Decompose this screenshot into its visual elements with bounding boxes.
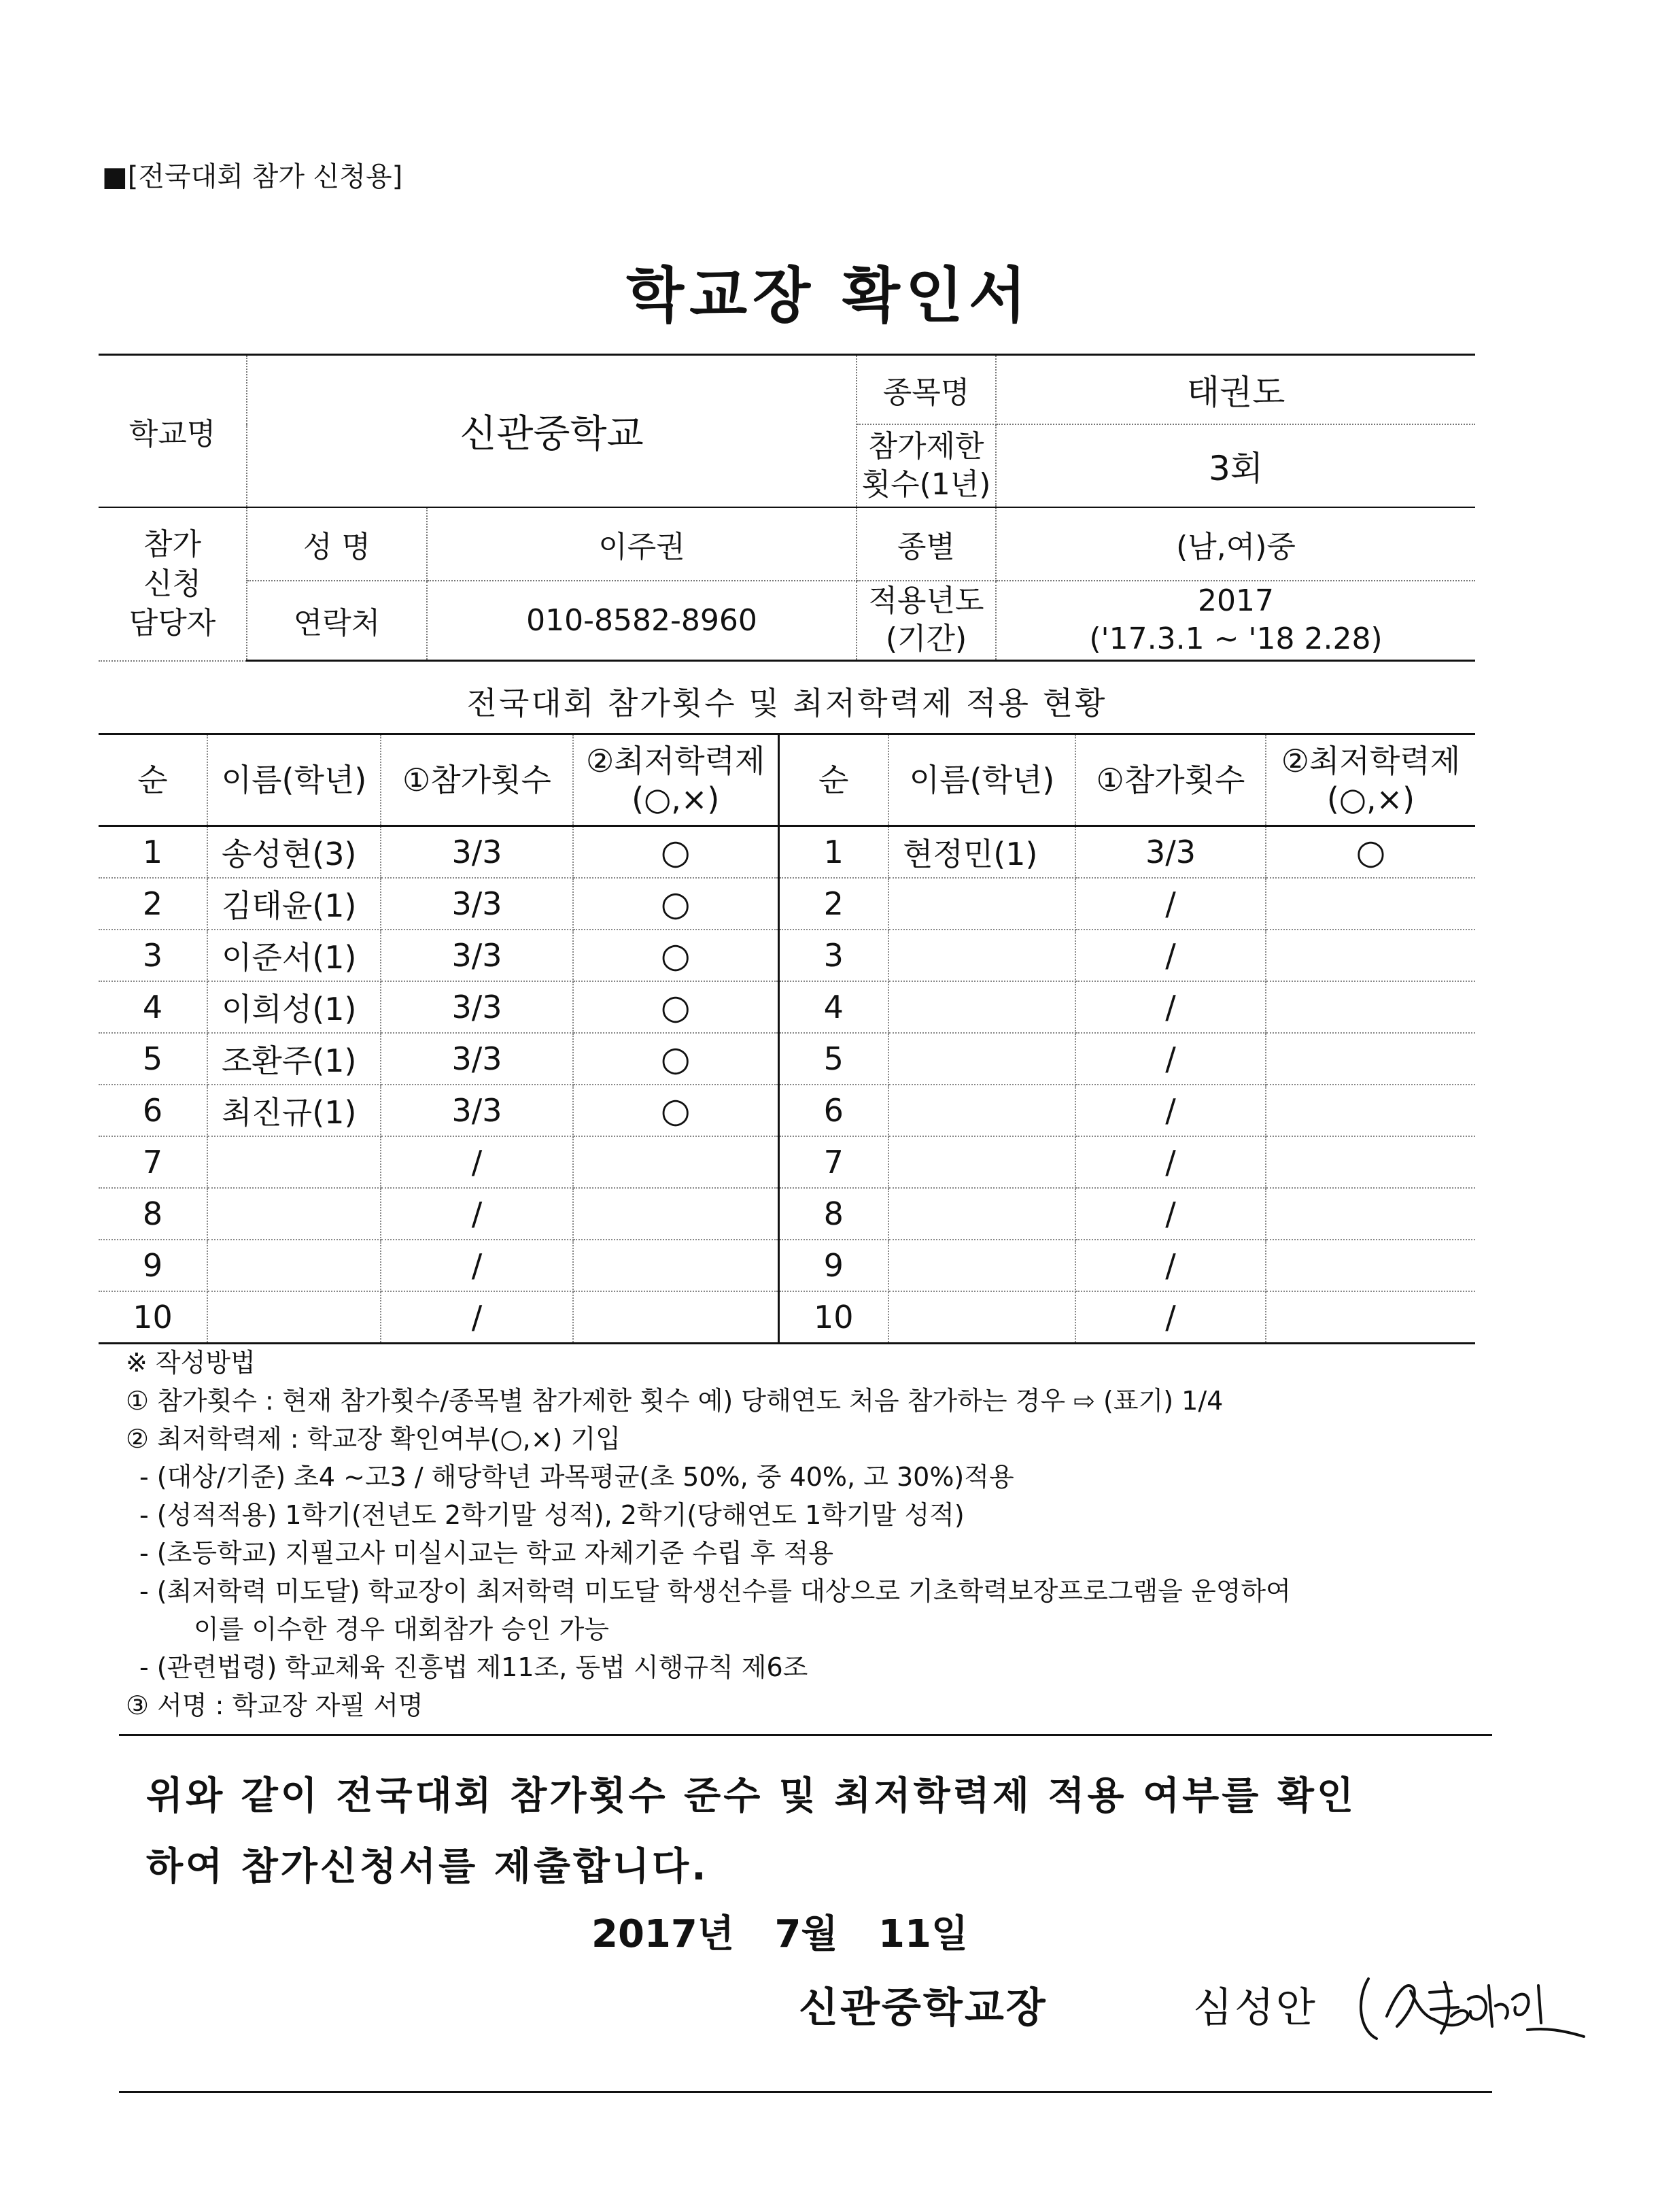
left-row-no: 9 [99,1240,207,1291]
year-label-line2: (기간) [885,622,967,657]
right-row-name [888,1188,1075,1240]
header-name: 이름(학년) [207,734,381,826]
category-value: (남,여)중 [996,507,1475,581]
left-row-count: 3/3 [381,1085,573,1136]
limit-label-line1: 참가제한 [868,428,984,464]
instruction-2c: - (초등학교) 지필고사 미실시교는 학교 자체기준 수립 후 적용 [139,1538,833,1568]
info-table [99,354,1475,662]
left-row-no: 3 [99,930,207,981]
applicant-label-line2: 신청 [143,566,201,601]
left-row-min-mark: ○ [573,826,778,879]
table-row [99,826,1475,879]
instruction-2d: - (최저학력 미도달) 학교장이 최저학력 미도달 학생선수를 대상으로 기초학력보장프로그램을 운영하여 [139,1576,1291,1606]
limit-value: 3회 [996,424,1475,507]
status-table [99,733,1475,1344]
header-count: ①참가횟수 [1075,734,1266,826]
left-row-name: 송성현(3) [207,826,381,879]
page-title: 학교장 확인서 [626,260,1032,330]
name-value: 이주권 [427,507,857,581]
right-row-no: 1 [778,826,888,879]
instruction-2a: - (대상/기준) 초4 ~고3 / 해당학년 과목평균(초 50%, 중 40%, 고 30%)적용 [139,1462,1014,1492]
left-row-no: 8 [99,1188,207,1240]
right-row-count: / [1075,878,1266,930]
contact-label: 연락처 [247,581,427,661]
instructions [126,1344,1485,1724]
right-row-no: 6 [778,1085,888,1136]
left-row-no: 2 [99,878,207,930]
right-row-min-mark [1266,1188,1475,1240]
table-row [99,1033,1475,1085]
left-row-no: 6 [99,1085,207,1136]
right-row-name [888,1136,1075,1188]
left-row-count: / [381,1291,573,1344]
right-row-no: 2 [778,878,888,930]
left-row-min-mark: ○ [573,1085,778,1136]
right-row-name [888,1240,1075,1291]
instruction-2e: - (관련법령) 학교체육 진흥법 제11조, 동법 시행규칙 제6조 [139,1652,808,1682]
limit-label [857,424,996,507]
principal-school: 신관중학교장 [799,1984,1048,2032]
left-row-count: 3/3 [381,878,573,930]
table-row [99,1136,1475,1188]
left-row-name [207,1291,381,1344]
right-row-no: 9 [778,1240,888,1291]
right-row-count: 3/3 [1075,826,1266,879]
right-row-name [888,1291,1075,1344]
right-row-min-mark [1266,878,1475,930]
left-row-no: 7 [99,1136,207,1188]
limit-label-line2: 횟수(1년) [861,466,991,502]
right-row-name: 현정민(1) [888,826,1075,879]
header-no: 순 [99,734,207,826]
left-row-count: 3/3 [381,981,573,1033]
left-row-name: 이준서(1) [207,930,381,981]
right-row-min-mark [1266,1085,1475,1136]
header-min-line1: ②최저학력제 [586,743,765,779]
right-row-no: 3 [778,930,888,981]
declaration-line2: 하여 참가신청서를 제출합니다. [146,1845,709,1889]
right-row-name [888,1033,1075,1085]
header-count: ①참가횟수 [381,734,573,826]
right-row-min-mark [1266,1033,1475,1085]
right-row-no: 10 [778,1291,888,1344]
school-name-value: 신관중학교 [247,355,857,507]
left-row-count: / [381,1136,573,1188]
right-row-no: 7 [778,1136,888,1188]
left-row-no: 1 [99,826,207,879]
left-row-count: 3/3 [381,826,573,879]
table-row [99,1188,1475,1240]
status-header-row [99,734,1475,826]
instruction-1: ① 참가횟수 : 현재 참가횟수/종목별 참가제한 횟수 예) 당해연도 처음 참가하는 경우 ⇨ (표기) 1/4 [126,1386,1224,1416]
left-row-name: 김태윤(1) [207,878,381,930]
left-row-name: 이희성(1) [207,981,381,1033]
principal-name: 심성안 [1193,1984,1317,2032]
year-value-line1: 2017 [1198,583,1274,619]
header-no: 순 [778,734,888,826]
sport-value: 태권도 [996,355,1475,424]
year-value-line2: ('17.3.1 ~ '18 2.28) [1089,622,1383,657]
left-row-min-mark: ○ [573,981,778,1033]
declaration-line1: 위와 같이 전국대회 참가횟수 준수 및 최저학력제 적용 여부를 확인 [146,1774,1357,1818]
right-row-name [888,930,1075,981]
right-row-count: / [1075,981,1266,1033]
sport-label: 종목명 [857,355,996,424]
left-row-min-mark: ○ [573,930,778,981]
school-name-label: 학교명 [99,355,247,507]
declaration [146,1761,1479,1903]
right-row-count: / [1075,930,1266,981]
right-row-count: / [1075,1085,1266,1136]
status-section-title: 전국대회 참가횟수 및 최저학력제 적용 현황 [466,685,1107,721]
right-row-count: / [1075,1240,1266,1291]
left-row-count: 3/3 [381,930,573,981]
header-min [1266,734,1475,826]
applicant-label [99,507,247,661]
left-row-name [207,1188,381,1240]
name-label: 성 명 [247,507,427,581]
right-row-min-mark [1266,930,1475,981]
left-row-count: 3/3 [381,1033,573,1085]
left-row-min-mark [573,1136,778,1188]
declaration-date: 2017년 7월 11일 [591,1912,969,1956]
applicant-label-line1: 참가 [143,526,201,562]
left-row-min-mark: ○ [573,878,778,930]
table-row [99,1291,1475,1344]
right-row-min-mark [1266,981,1475,1033]
right-row-count: / [1075,1033,1266,1085]
left-row-no: 10 [99,1291,207,1344]
left-row-min-mark [573,1291,778,1344]
year-label-line1: 적용년도 [868,583,984,619]
table-row [99,1085,1475,1136]
instructions-heading: ※ 작성방법 [126,1348,256,1378]
header-min-line2: (○,×) [632,781,720,817]
right-row-name [888,1085,1075,1136]
instruction-3: ③ 서명 : 학교장 자필 서명 [126,1690,424,1720]
left-row-name: 최진규(1) [207,1085,381,1136]
left-row-name: 조환주(1) [207,1033,381,1085]
right-row-min-mark [1266,1240,1475,1291]
left-row-no: 4 [99,981,207,1033]
category-label: 종별 [857,507,996,581]
left-row-name [207,1136,381,1188]
right-row-no: 4 [778,981,888,1033]
year-label [857,581,996,661]
instruction-2d-cont: 이를 이수한 경우 대회참가 승인 가능 [194,1614,610,1644]
divider [119,2091,1492,2093]
document-tag: ■[전국대회 참가 신청용] [102,161,403,192]
divider [119,1734,1492,1736]
header-min-line2: (○,×) [1326,781,1415,817]
table-row [99,930,1475,981]
left-row-count: / [381,1240,573,1291]
table-row [99,878,1475,930]
right-row-count: / [1075,1291,1266,1344]
right-row-no: 8 [778,1188,888,1240]
right-row-min-mark [1266,1136,1475,1188]
right-row-count: / [1075,1136,1266,1188]
left-row-min-mark [573,1188,778,1240]
table-row [99,981,1475,1033]
contact-value: 010-8582-8960 [427,581,857,661]
header-min-line1: ②최저학력제 [1281,743,1461,779]
instruction-2: ② 최저학력제 : 학교장 확인여부(○,×) 기입 [126,1424,621,1454]
right-row-no: 5 [778,1033,888,1085]
left-row-min-mark [573,1240,778,1291]
handwritten-signature [1349,1952,1587,2054]
left-row-no: 5 [99,1033,207,1085]
instruction-2b: - (성적적용) 1학기(전년도 2학기말 성적), 2학기(당해연도 1학기말 성적) [139,1500,965,1530]
right-row-name [888,981,1075,1033]
table-row [99,1240,1475,1291]
left-row-count: / [381,1188,573,1240]
left-row-name [207,1240,381,1291]
right-row-name [888,878,1075,930]
right-row-min-mark: ○ [1266,826,1475,879]
header-name: 이름(학년) [888,734,1075,826]
header-min [573,734,778,826]
right-row-count: / [1075,1188,1266,1240]
applicant-label-line3: 담당자 [128,605,216,641]
left-row-min-mark: ○ [573,1033,778,1085]
right-row-min-mark [1266,1291,1475,1344]
year-value [996,581,1475,661]
